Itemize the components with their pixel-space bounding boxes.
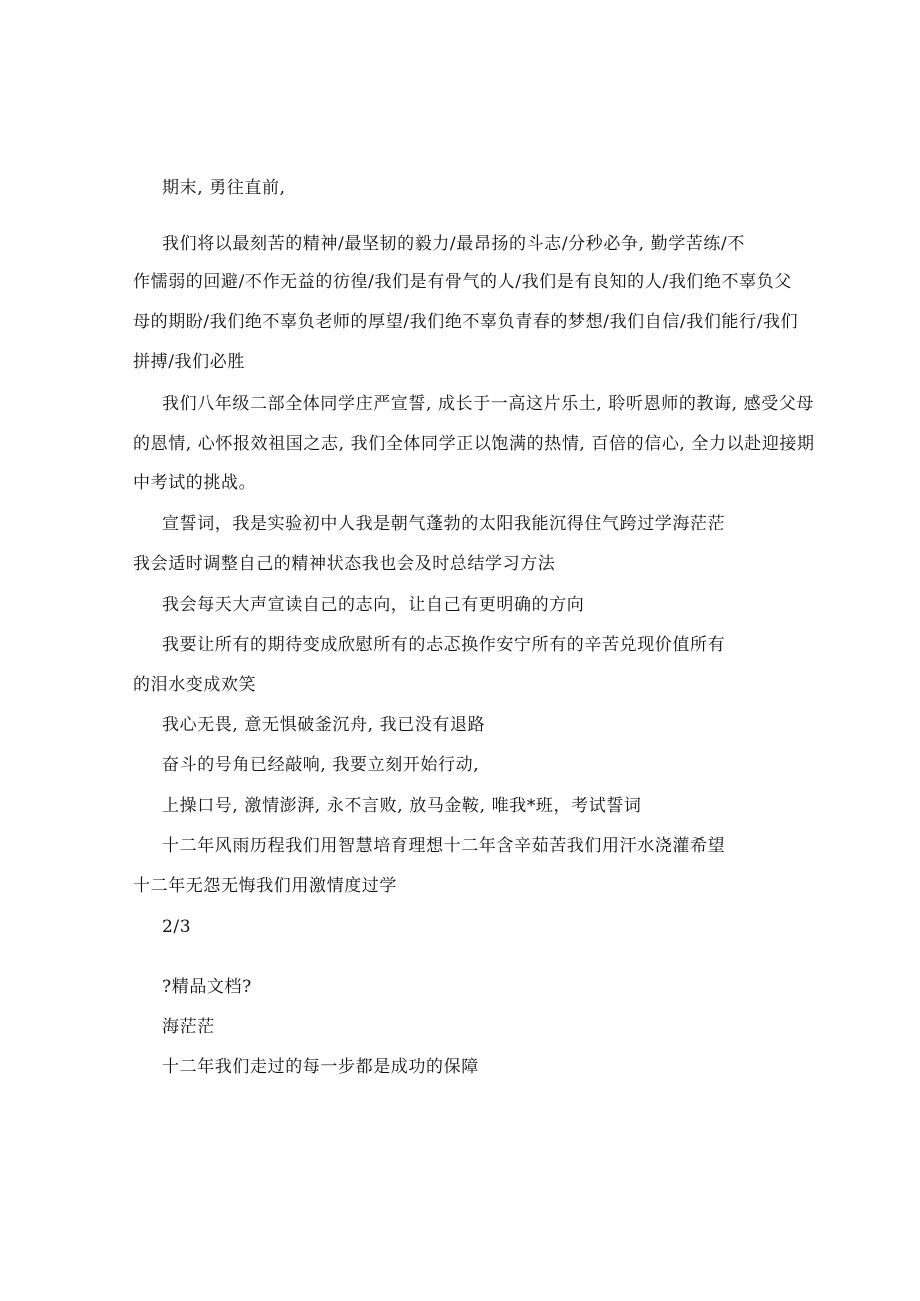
text-line: 的泪水变成欢笑 xyxy=(133,675,257,695)
text-line: 我们将以最刻苦的精神/最坚韧的毅力/最昂扬的斗志/分秒必争, 勤学苦练/不 xyxy=(162,234,745,254)
text-line: 十二年风雨历程我们用智慧培育理想十二年含辛茹苦我们用汗水浇灌希望 xyxy=(162,836,726,856)
document-watermark-text: ?精品文档? xyxy=(162,977,252,997)
text-line: 母的期盼/我们绝不辜负老师的厚望/我们绝不辜负青春的梦想/我们自信/我们能行/我们 xyxy=(133,312,799,332)
text-line: 上操口号, 激情澎湃, 永不言败, 放马金鞍, 唯我*班，考试誓词 xyxy=(162,796,642,816)
text-line: 我会每天大声宣读自己的志向，让自己有更明确的方向 xyxy=(162,595,585,615)
text-line: 我会适时调整自己的精神状态我也会及时总结学习方法 xyxy=(133,554,556,574)
text-line: 我们八年级二部全体同学庄严宣誓, 成长于一高这片乐土, 聆听恩师的教诲, 感受父母 xyxy=(162,394,815,414)
text-line: 期末, 勇往直前, xyxy=(162,178,286,198)
text-line: 十二年我们走过的每一步都是成功的保障 xyxy=(162,1057,479,1077)
text-line: 奋斗的号角已经敲响, 我要立刻开始行动, xyxy=(162,755,480,775)
text-line: 海茫茫 xyxy=(162,1017,215,1037)
text-line: 的恩情, 心怀报效祖国之志, 我们全体同学正以饱满的热情, 百倍的信心, 全力以赴迎接期 xyxy=(133,434,815,454)
text-line: 十二年无怨无悔我们用激情度过学 xyxy=(133,876,397,896)
text-line: 我心无畏, 意无惧破釜沉舟, 我已没有退路 xyxy=(162,715,486,735)
text-line: 作懦弱的回避/不作无益的彷徨/我们是有骨气的人/我们是有良知的人/我们绝不辜负父 xyxy=(133,272,792,292)
text-line: 中考试的挑战。 xyxy=(133,473,257,493)
page-number: 2/3 xyxy=(162,917,192,937)
text-line: 宣誓词，我是实验初中人我是朝气蓬勃的太阳我能沉得住气跨过学海茫茫 xyxy=(162,514,726,534)
text-line: 我要让所有的期待变成欣慰所有的忐忑换作安宁所有的辛苦兑现价值所有 xyxy=(162,635,726,655)
text-line: 拼搏/我们必胜 xyxy=(133,352,245,372)
